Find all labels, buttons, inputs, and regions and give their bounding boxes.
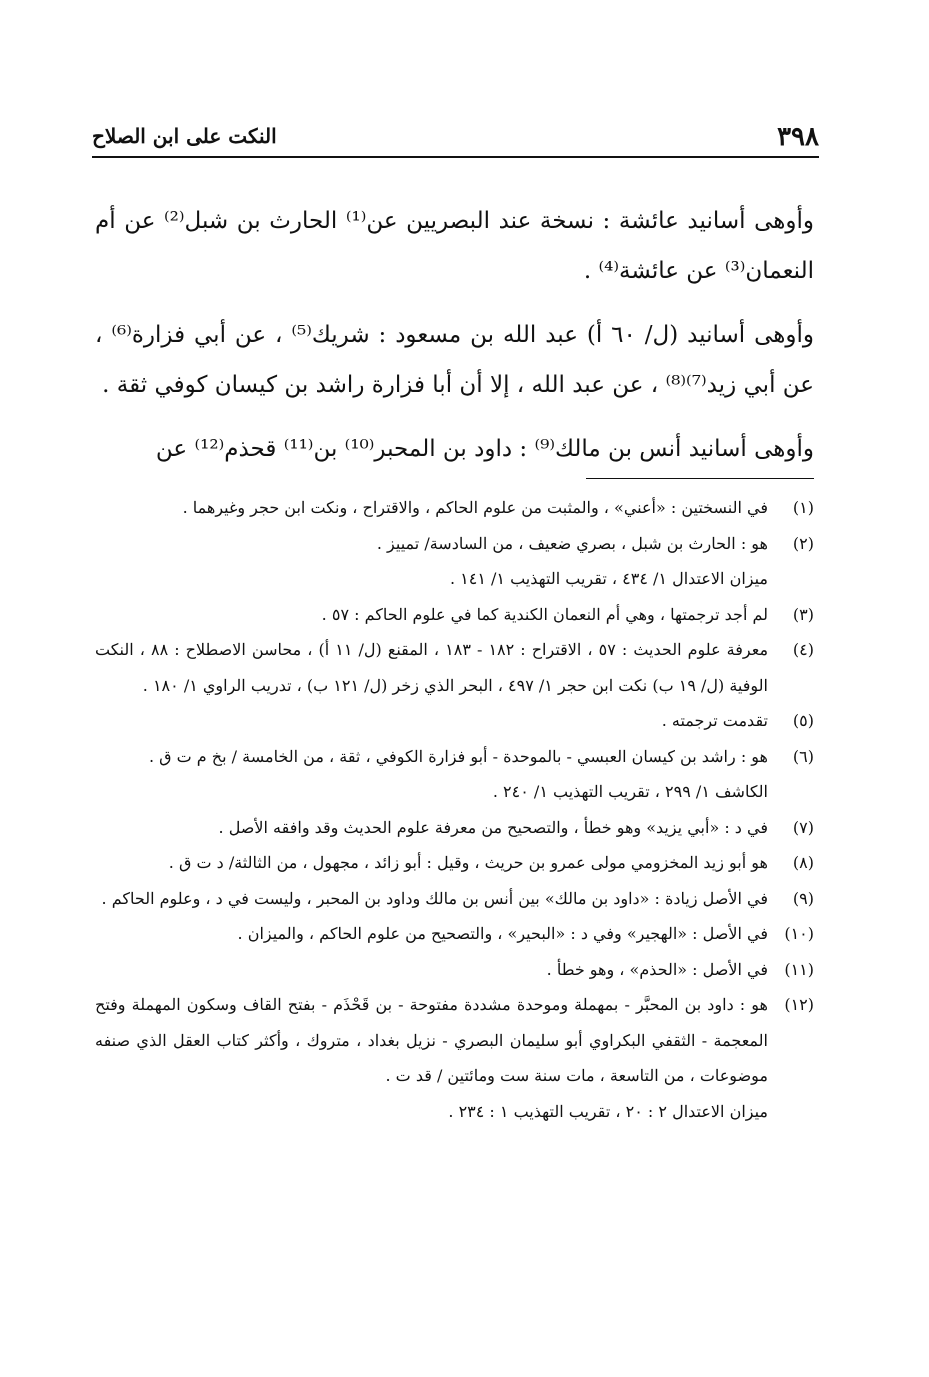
footnote-line: الكاشف ١/ ٢٩٩ ، تقريب التهذيب ١/ ٢٤٠ .	[492, 782, 768, 801]
footnote-number: (٧)	[792, 817, 814, 837]
footnote-number: (٢)	[792, 533, 814, 553]
footnote-number: (٥)	[792, 711, 814, 730]
running-title: النكت على ابن الصلاح	[92, 124, 277, 148]
footnote-1	[95, 490, 814, 526]
footnote-9	[95, 881, 814, 917]
footnote-4	[95, 632, 814, 703]
paragraph-anas: وأوهى أسانيد أنس بن مالك⁽⁹⁾ : داود بن المحبر⁽¹⁰⁾ بن⁽¹¹⁾ قحذم⁽¹²⁾ عن	[155, 436, 814, 462]
footnote-number: (٨)	[792, 853, 814, 872]
footnote-line: تقدمت ترجمته .	[661, 711, 768, 730]
footnote-2	[95, 526, 814, 597]
footnote-3	[95, 597, 814, 633]
footnote-separator	[586, 478, 814, 479]
footnote-5	[95, 703, 814, 739]
footnote-line: في النسختين : «أعني» ، والمثبت من علوم الحاكم ، والاقتراح ، ونكت ابن حجر وغيرهما .	[182, 498, 768, 517]
footnote-number: (٩)	[792, 888, 814, 908]
footnote-number: (١٠)	[784, 924, 814, 943]
footnote-line: هو : راشد بن كيسان العبسي - بالموحدة - أبو فزارة الكوفي ، ثقة ، من الخامسة / بخ م ت ق .	[148, 746, 768, 766]
footnote-6	[95, 739, 814, 810]
footnote-line: هو : الحارث بن شبل ، بصري ضعيف ، من السادسة/ تمييز .	[376, 533, 768, 553]
footnote-line: لم أجد ترجمتها ، وهي أم النعمان الكندية كما في علوم الحاكم : ٥٧ .	[321, 604, 768, 624]
footnotes	[95, 490, 814, 1129]
footnote-line: هو أبو زيد المخزومي مولى عمرو بن حريث ، وقيل : أبو زائد ، مجهول ، من الثالثة/ د ت ق .	[168, 853, 768, 872]
footnote-number: (٣)	[792, 604, 814, 624]
main-text	[95, 196, 814, 474]
page-number: ٣٩٨	[777, 122, 819, 152]
footnote-number: (٤)	[792, 640, 814, 659]
footnote-line: هو : داود بن المحبَّر - بمهملة وموحدة مشددة مفتوحة - بن قَحْذَم - بفتح القاف وسكون المهملة وفتح المعجمة - الثقفي البكراوي أبو سليمان البصري - نزيل بغداد ، متروك ، وأكثر كتاب العقل الذي صنفه موضوعات ، من التاسعة ، مات سنة ست ومائتين / قد ت .	[95, 995, 768, 1085]
footnote-line: في الأصل : «الهجير» وفي د : «البحير» ، والتصحيح من علوم الحاكم ، والميزان .	[237, 924, 768, 943]
footnote-number: (١١)	[784, 959, 814, 979]
footnote-10	[95, 916, 814, 952]
footnote-11	[95, 952, 814, 988]
paragraph-aisha: وأوهى أسانيد عائشة : نسخة عند البصريين عن⁽¹⁾ الحارث بن شبل⁽²⁾ عن أم النعمان⁽³⁾ عن عائشة⁽⁴⁾ .	[95, 208, 814, 284]
footnote-12	[95, 987, 814, 1129]
footnote-number: (١٢)	[784, 995, 814, 1014]
footnote-line: في الأصل : «الحذم» ، وهو خطأ .	[546, 959, 768, 979]
footnote-line: ميزان الاعتدال ٢ : ٢٠ ، تقريب التهذيب ١ : ٢٣٤ .	[448, 1101, 768, 1121]
footnote-7	[95, 810, 814, 846]
header-rule	[92, 156, 819, 158]
footnote-line: ميزان الاعتدال ١/ ٤٣٤ ، تقريب التهذيب ١/ ١٤١ .	[449, 569, 768, 588]
footnote-number: (١)	[792, 498, 814, 517]
paragraph-ibn-masud: وأوهى أسانيد (ل/ ٦٠ أ) عبد الله بن مسعود : شريك⁽⁵⁾ ، عن أبي فزارة⁽⁶⁾ ، عن أبي زيد⁽⁷⁾⁽⁸⁾ ، عن عبد الله ، إلا أن أبا فزارة راشد بن كيسان كوفي ثقة .	[95, 322, 814, 398]
footnote-line: في د : «أبي يزيد» وهو خطأ ، والتصحيح من معرفة علوم الحديث وقد وافقه الأصل .	[218, 817, 768, 837]
page-header	[92, 118, 819, 158]
footnote-line: في الأصل زيادة : «داود بن مالك» بين أنس بن مالك وداود بن المحبر ، وليست في د ، وعلوم الحاكم .	[101, 888, 768, 908]
footnote-line: معرفة علوم الحديث : ٥٧ ، الاقتراح : ١٨٢ - ١٨٣ ، المقنع (ل/ ١١ أ) ، محاسن الاصطلاح : ٨٨ ، النكت الوفية (ل/ ١٩ ب) نكت ابن حجر ١/ ٤٩٧ ، البحر الذي زخر (ل/ ١٢١ ب) ، تدريب الراوي ١/ ١٨٠ .	[95, 640, 769, 695]
footnote-8	[95, 845, 814, 881]
footnote-number: (٦)	[792, 746, 814, 766]
